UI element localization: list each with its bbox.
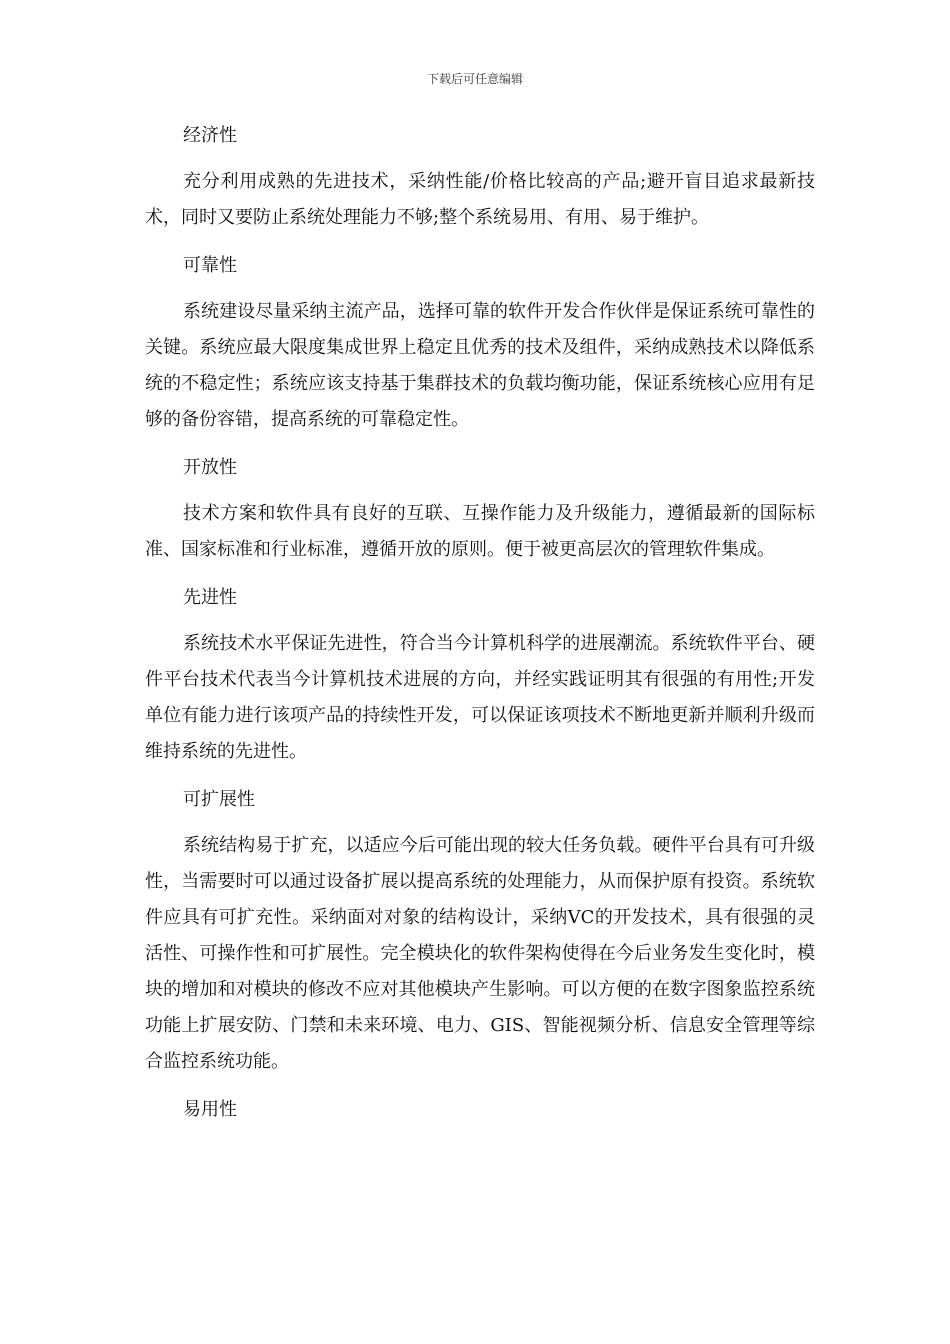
section-paragraph-openness: 技术方案和软件具有良好的互联、互操作能力及升级能力，遵循最新的国际标准、国家标准和行业标准，遵循开放的原则。便于被更高层次的管理软件集成。 [145, 503, 815, 560]
section-paragraph-advancement: 系统技术水平保证先进性，符合当今计算机科学的进展潮流。系统软件平台、硬件平台技术代表当今计算机技术进展的方向，并经实践证明其有很强的有用性;开发单位有能力进行该项产品的持续性开发，可以保证该项技术不断地更新并顺利升级而维持系统的先进性。 [145, 633, 815, 762]
section-heading-usability: 易用性 [183, 1099, 237, 1120]
section-heading-reliability: 可靠性 [183, 255, 237, 276]
section-heading-economy: 经济性 [183, 125, 237, 146]
section-heading-openness: 开放性 [183, 457, 237, 478]
section-paragraph-reliability: 系统建设尽量采纳主流产品，选择可靠的软件开发合作伙伴是保证系统可靠性的关键。系统应最大限度集成世界上稳定且优秀的技术及组件，采纳成熟技术以降低系统的不稳定性；系统应该支持基于集群技术的负载均衡功能，保证系统核心应用有足够的备份容错，提高系统的可靠稳定性。 [145, 301, 815, 430]
section-paragraph-extensibility: 系统结构易于扩充，以适应今后可能出现的较大任务负载。硬件平台具有可升级性，当需要时可以通过设备扩展以提高系统的处理能力，从而保护原有投资。系统软件应具有可扩充性。采纳面对对象的结构设计，采纳VC的开发技术，具有很强的灵活性、可操作性和可扩展性。完全模块化的软件架构使得在今后业务发生变化时，模块的增加和对模块的修改不应对其他模块产生影响。可以方便的在数字图象监控系统功能上扩展安防、门禁和未来环境、电力、GIS、智能视频分析、信息安全管理等综合监控系统功能。 [145, 835, 815, 1072]
page-header: 下载后可任意编辑 [426, 72, 523, 86]
section-paragraph-economy: 充分利用成熟的先进技术，采纳性能/价格比较高的产品;避开盲目追求最新技术，同时又要防止系统处理能力不够;整个系统易用、有用、易于维护。 [145, 171, 815, 228]
section-heading-advancement: 先进性 [183, 587, 237, 608]
document-body [145, 118, 815, 1128]
section-heading-extensibility: 可扩展性 [183, 789, 255, 810]
